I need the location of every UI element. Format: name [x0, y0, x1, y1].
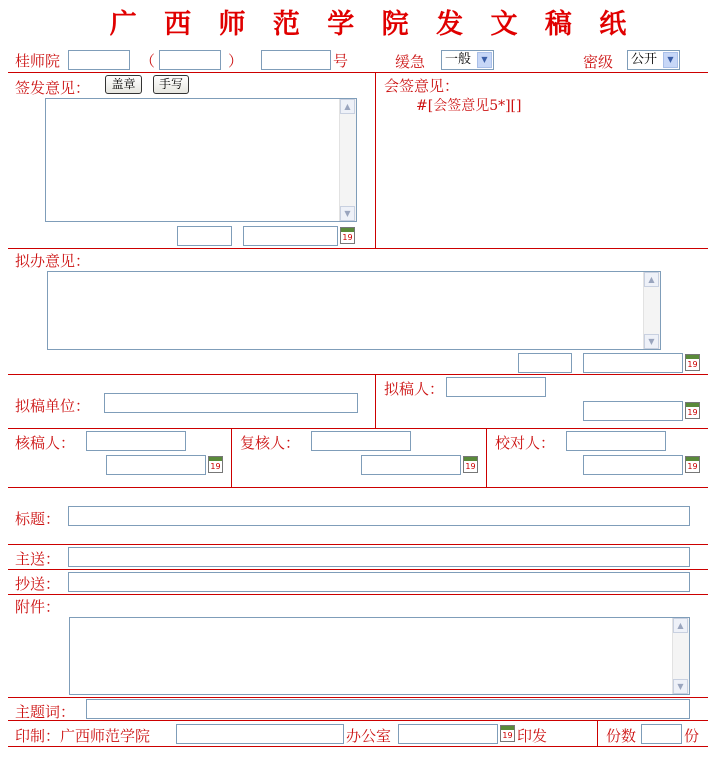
main-recipient-label: 主送：: [15, 550, 61, 568]
divider: [597, 720, 598, 746]
print-label: 印制：广西师范学院: [15, 727, 151, 745]
divider: [375, 72, 376, 248]
page-title: 广 西 师 范 学 院 发 文 稿 纸: [109, 9, 636, 40]
divider: [8, 720, 708, 721]
urgency-value: 一般: [445, 52, 472, 67]
scroll-up-icon[interactable]: ▲: [673, 618, 688, 633]
office-label: 办公室: [346, 727, 392, 745]
print-date-field[interactable]: [398, 724, 498, 744]
calendar-icon[interactable]: 19: [208, 456, 223, 473]
draft-opinion-signer-field[interactable]: [518, 353, 572, 373]
divider: [8, 374, 708, 375]
keywords-label: 主题词：: [15, 703, 76, 721]
divider: [8, 697, 708, 698]
org-label: 桂师院: [15, 52, 61, 70]
attachment-label: 附件：: [15, 598, 61, 616]
attachment-textarea[interactable]: [69, 617, 690, 695]
copies-unit: 份: [684, 727, 700, 745]
urgency-label: 缓急: [395, 53, 426, 71]
cc-field[interactable]: [68, 572, 690, 592]
divider: [8, 72, 708, 73]
proofreader-date-field[interactable]: [583, 455, 683, 475]
scroll-down-icon[interactable]: ▼: [340, 206, 355, 221]
scrollbar[interactable]: [643, 272, 660, 349]
scroll-down-icon[interactable]: ▼: [644, 334, 659, 349]
approval-textarea[interactable]: [45, 98, 357, 222]
calendar-icon[interactable]: 19: [500, 725, 515, 742]
scrollbar[interactable]: [339, 99, 356, 221]
stamp-button[interactable]: 盖章: [105, 75, 142, 94]
divider: [8, 487, 708, 488]
handwrite-button[interactable]: 手写: [153, 75, 189, 94]
proofreader-field[interactable]: [566, 431, 666, 451]
checker-label: 核稿人：: [15, 434, 76, 452]
divider: [486, 428, 487, 487]
reviewer-label: 复核人：: [240, 434, 301, 452]
subject-label: 标题：: [15, 510, 61, 528]
scroll-down-icon[interactable]: ▼: [673, 679, 688, 694]
drafter-label: 拟稿人：: [384, 380, 445, 398]
divider: [231, 428, 232, 487]
number-suffix: 号: [333, 52, 349, 70]
main-recipient-field[interactable]: [68, 547, 690, 567]
print-org-field[interactable]: [176, 724, 344, 744]
draft-unit-field[interactable]: [104, 393, 358, 413]
year-field[interactable]: [159, 50, 221, 70]
divider: [8, 746, 708, 747]
approval-label: 签发意见：: [15, 79, 91, 97]
draft-opinion-date-field[interactable]: [583, 353, 683, 373]
divider: [8, 428, 708, 429]
divider: [375, 374, 376, 428]
doc-number-field[interactable]: [261, 50, 331, 70]
chevron-down-icon: ▼: [663, 52, 678, 68]
secrecy-value: 公开: [631, 52, 658, 67]
draft-unit-label: 拟稿单位：: [15, 397, 91, 415]
checker-date-field[interactable]: [106, 455, 206, 475]
reviewer-field[interactable]: [311, 431, 411, 451]
draft-opinion-textarea[interactable]: [47, 271, 661, 350]
countersign-placeholder: #[会签意见5*][]: [416, 98, 522, 114]
calendar-icon[interactable]: 19: [685, 354, 700, 371]
secrecy-label: 密级: [583, 53, 614, 71]
org-code-field[interactable]: [68, 50, 130, 70]
urgency-select[interactable]: [441, 50, 494, 70]
copies-label: 份数: [606, 727, 637, 745]
approval-date-field[interactable]: [243, 226, 338, 246]
draft-opinion-label: 拟办意见：: [15, 252, 91, 270]
drafter-field[interactable]: [446, 377, 546, 397]
calendar-icon[interactable]: 19: [340, 227, 355, 244]
subject-field[interactable]: [68, 506, 690, 526]
divider: [8, 569, 708, 570]
secrecy-select[interactable]: [627, 50, 680, 70]
countersign-label: 会签意见：: [384, 77, 460, 95]
divider: [8, 594, 708, 595]
scroll-up-icon[interactable]: ▲: [644, 272, 659, 287]
checker-field[interactable]: [86, 431, 186, 451]
drafter-date-field[interactable]: [583, 401, 683, 421]
cc-label: 抄送：: [15, 575, 61, 593]
scrollbar[interactable]: [672, 618, 689, 694]
paren-open: （: [140, 52, 156, 70]
reviewer-date-field[interactable]: [361, 455, 461, 475]
paren-close: ）: [228, 52, 244, 70]
divider: [8, 248, 708, 249]
chevron-down-icon: ▼: [477, 52, 492, 68]
scroll-up-icon[interactable]: ▲: [340, 99, 355, 114]
divider: [8, 544, 708, 545]
approval-signer-field[interactable]: [177, 226, 232, 246]
calendar-icon[interactable]: 19: [685, 456, 700, 473]
calendar-icon[interactable]: 19: [463, 456, 478, 473]
issued-label: 印发: [517, 727, 548, 745]
copies-field[interactable]: [641, 724, 682, 744]
calendar-icon[interactable]: 19: [685, 402, 700, 419]
proofreader-label: 校对人：: [495, 434, 556, 452]
keywords-field[interactable]: [86, 699, 690, 719]
